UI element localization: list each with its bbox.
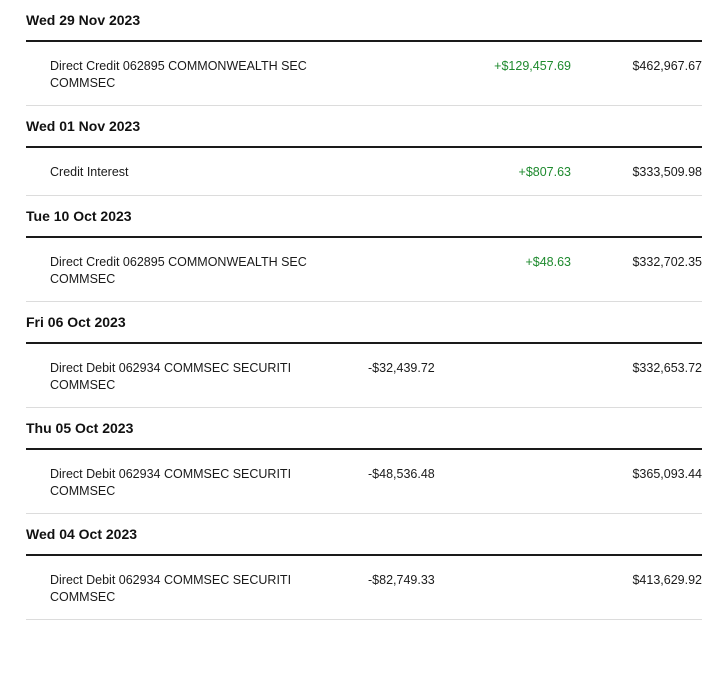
transaction-description: Direct Credit 062895 COMMONWEALTH SEC COMMSEC xyxy=(50,59,307,90)
transaction-balance: $365,093.44 xyxy=(632,467,702,481)
date-heading: Wed 29 Nov 2023 xyxy=(26,0,702,42)
transaction-balance: $332,653.72 xyxy=(632,361,702,375)
transaction-row[interactable] xyxy=(26,450,702,514)
transaction-description: Direct Debit 062934 COMMSEC SECURITI COMMSEC xyxy=(50,361,292,392)
transaction-description: Direct Credit 062895 COMMONWEALTH SEC COMMSEC xyxy=(50,255,307,286)
transaction-credit-amount: +$807.63 xyxy=(518,165,571,179)
transaction-row[interactable] xyxy=(26,238,702,302)
transaction-credit-amount: +$129,457.69 xyxy=(494,59,571,73)
date-heading: Tue 10 Oct 2023 xyxy=(26,196,702,238)
transaction-description: Direct Debit 062934 COMMSEC SECURITI COMMSEC xyxy=(50,467,292,498)
transaction-row[interactable] xyxy=(26,42,702,106)
transaction-debit-amount: -$82,749.33 xyxy=(368,573,435,587)
transaction-balance: $462,967.67 xyxy=(632,59,702,73)
transaction-row[interactable] xyxy=(26,148,702,196)
transaction-balance: $333,509.98 xyxy=(632,165,702,179)
transaction-group xyxy=(26,302,702,408)
transaction-balance: $413,629.92 xyxy=(632,573,702,587)
transaction-group xyxy=(26,196,702,302)
date-heading: Thu 05 Oct 2023 xyxy=(26,408,702,450)
date-heading: Fri 06 Oct 2023 xyxy=(26,302,702,344)
transaction-description: Direct Debit 062934 COMMSEC SECURITI COMMSEC xyxy=(50,573,292,604)
transaction-debit-amount: -$48,536.48 xyxy=(368,467,435,481)
transaction-row[interactable] xyxy=(26,556,702,620)
date-heading: Wed 04 Oct 2023 xyxy=(26,514,702,556)
transaction-group xyxy=(26,106,702,196)
date-heading: Wed 01 Nov 2023 xyxy=(26,106,702,148)
transaction-description: Credit Interest xyxy=(50,165,129,179)
transaction-debit-amount: -$32,439.72 xyxy=(368,361,435,375)
transaction-row[interactable] xyxy=(26,344,702,408)
transaction-group xyxy=(26,0,702,106)
transaction-group xyxy=(26,408,702,514)
transaction-credit-amount: +$48.63 xyxy=(525,255,571,269)
transaction-group xyxy=(26,514,702,620)
transaction-balance: $332,702.35 xyxy=(632,255,702,269)
